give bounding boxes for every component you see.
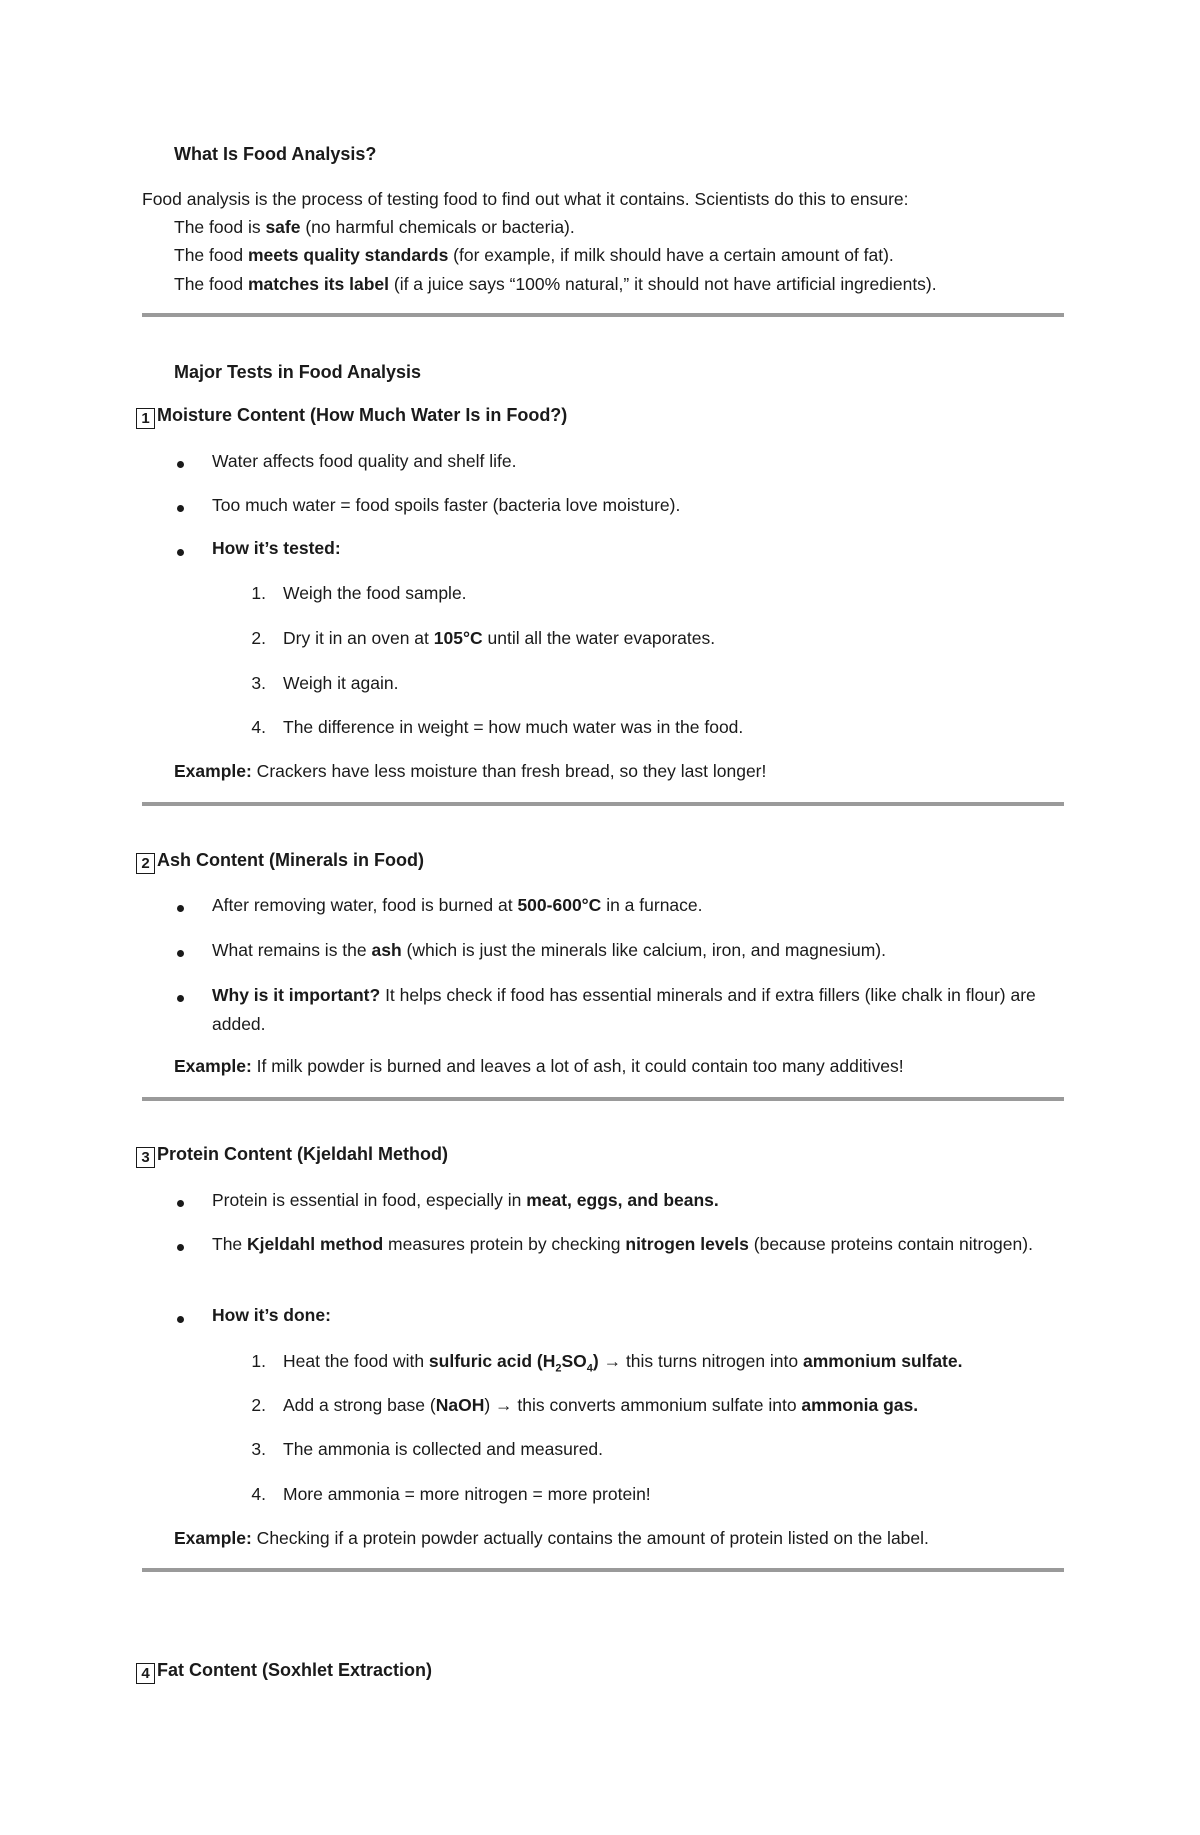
bullet bbox=[177, 505, 184, 512]
ash-bullet-1: After removing water, food is burned at 500-600°C in a furnace. bbox=[212, 895, 703, 915]
number-box-4: 4 bbox=[136, 1663, 155, 1684]
step-number: 2. bbox=[251, 628, 266, 648]
moisture-step-2: Dry it in an oven at 105°C until all the water evaporates. bbox=[283, 628, 716, 648]
ash-example: Example: If milk powder is burned and leaves a lot of ash, it could contain too many additives! bbox=[174, 1056, 904, 1076]
protein-heading: 3 Protein Content (Kjeldahl Method) bbox=[136, 1144, 448, 1168]
step-number: 4. bbox=[251, 1484, 266, 1504]
moisture-bullet-1: Water affects food quality and shelf life. bbox=[212, 451, 517, 471]
step-number: 3. bbox=[251, 1439, 266, 1459]
step-number: 2. bbox=[251, 1395, 266, 1415]
step-number: 1. bbox=[251, 1351, 266, 1371]
bullet bbox=[177, 905, 184, 912]
moisture-example: Example: Crackers have less moisture than fresh bread, so they last longer! bbox=[174, 761, 767, 781]
moisture-step-4: The difference in weight = how much water was in the food. bbox=[283, 717, 744, 737]
moisture-bullet-2: Too much water = food spoils faster (bacteria love moisture). bbox=[212, 495, 681, 515]
fat-heading: 4 Fat Content (Soxhlet Extraction) bbox=[136, 1660, 432, 1684]
protein-step-4: More ammonia = more nitrogen = more protein! bbox=[283, 1484, 651, 1504]
section-divider bbox=[142, 802, 1064, 806]
protein-step-2: Add a strong base (NaOH) → this converts ammonium sulfate into ammonia gas. bbox=[283, 1395, 919, 1415]
bullet bbox=[177, 995, 184, 1002]
moisture-step-1: Weigh the food sample. bbox=[283, 583, 467, 603]
intro-point-3: The food matches its label (if a juice says “100% natural,” it should not have artificial ingredients). bbox=[174, 274, 937, 294]
intro-title: What Is Food Analysis? bbox=[174, 144, 377, 164]
bullet bbox=[177, 549, 184, 556]
number-box-2: 2 bbox=[136, 853, 155, 874]
step-number: 1. bbox=[251, 583, 266, 603]
ash-heading: 2 Ash Content (Minerals in Food) bbox=[136, 850, 424, 874]
protein-bullet-3: How it’s done: bbox=[212, 1305, 331, 1325]
step-number: 4. bbox=[251, 717, 266, 737]
number-box-1: 1 bbox=[136, 408, 155, 429]
section-divider bbox=[142, 1568, 1064, 1572]
bullet bbox=[177, 1200, 184, 1207]
bullet bbox=[177, 1316, 184, 1323]
number-box-3: 3 bbox=[136, 1147, 155, 1168]
major-tests-title: Major Tests in Food Analysis bbox=[174, 362, 422, 382]
intro-lead: Food analysis is the process of testing food to find out what it contains. Scientists do this to ensure: bbox=[142, 189, 909, 209]
protein-bullet-1: Protein is essential in food, especially in meat, eggs, and beans. bbox=[212, 1190, 719, 1210]
step-number: 3. bbox=[251, 673, 266, 693]
intro-point-1: The food is safe (no harmful chemicals or bacteria). bbox=[174, 217, 575, 237]
moisture-step-3: Weigh it again. bbox=[283, 673, 399, 693]
ash-bullet-3: Why is it important? It helps check if food has essential minerals and if extra fillers (like chalk in flour) are added. bbox=[212, 985, 1036, 1034]
moisture-heading: 1 Moisture Content (How Much Water Is in Food?) bbox=[136, 405, 567, 429]
protein-bullet-2: The Kjeldahl method measures protein by checking nitrogen levels (because proteins contain nitrogen). bbox=[212, 1234, 1033, 1254]
bullet bbox=[177, 950, 184, 957]
section-divider bbox=[142, 1097, 1064, 1101]
bullet bbox=[177, 1244, 184, 1251]
moisture-bullet-3: How it’s tested: bbox=[212, 538, 341, 558]
ash-bullet-2: What remains is the ash (which is just the minerals like calcium, iron, and magnesium). bbox=[212, 940, 886, 960]
bullet bbox=[177, 461, 184, 468]
section-divider bbox=[142, 313, 1064, 317]
protein-step-3: The ammonia is collected and measured. bbox=[283, 1439, 604, 1459]
protein-step-1: Heat the food with sulfuric acid $(H_2SO_4)$ → this turns nitrogen into ammonium sulfate. bbox=[283, 1351, 963, 1375]
intro-point-2: The food meets quality standards (for example, if milk should have a certain amount of fat). bbox=[174, 245, 894, 265]
protein-example: Example: Checking if a protein powder actually contains the amount of protein listed on the label. bbox=[174, 1528, 929, 1548]
